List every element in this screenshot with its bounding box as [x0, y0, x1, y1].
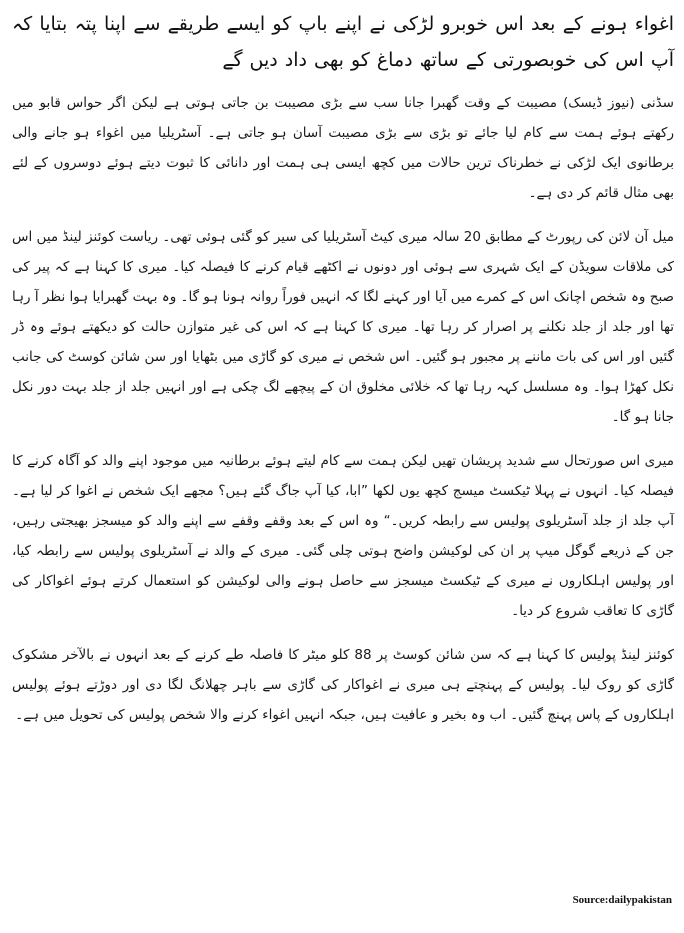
article-paragraph-meeting: میل آن لائن کی رپورٹ کے مطابق 20 سالہ میری کیٹ آسٹریلیا کی سیر کو گئی ہوئی تھی۔ ریاست کوئنز لینڈ میں اس کی ملاقات سویڈن کے ایک شہری سے ہوئی اور دونوں نے اکٹھے قیام کرنے کا فیصلہ کیا۔ میری کا کہنا ہے کہ پیر کی صبح وہ شخص اچانک اس کے کمرے میں آیا اور کہنے لگا کہ انہیں فوراً روانہ ہونا ہو گا۔ وہ بہت گھبرایا ہوا نظر آ رہا تھا اور جلد از جلد نکلنے پر اصرار کر رہا تھا۔ میری کا کہنا ہے کہ اس کی غیر متوازن حالت کو دیکھتے ہوئے وہ ڈر گئیں اور اس کی بات ماننے پر مجبور ہو گئیں۔ اس شخص نے میری کو گاڑی میں بٹھایا اور سن شائن کوسٹ کی جانب نکل کھڑا ہوا۔ وہ مسلسل کہہ رہا تھا کہ خلائی مخلوق ان کے پیچھے لگ چکی ہے اور انہیں جلد از جلد بہت دور نکل جانا ہو گا۔: [12, 229, 674, 425]
article-headline: اغواء ہونے کے بعد اس خوبرو لڑکی نے اپنے باپ کو ایسے طریقے سے اپنا پتہ بتایا کہ آپ اس کی خوبصورتی کے ساتھ دماغ کو بھی داد دیں گے: [12, 13, 674, 71]
source-credit: Source:dailypakistan: [572, 894, 672, 906]
article-paragraph-messages: میری اس صورتحال سے شدید پریشان تھیں لیکن ہمت سے کام لیتے ہوئے برطانیہ میں موجود اپنے والد کو آگاہ کرنے کا فیصلہ کیا۔ انہوں نے پہلا ٹیکسٹ میسج کچھ یوں لکھا ”ابا، کیا آپ جاگ گئے ہیں؟ مجھے ایک شخص نے اغوا کر لیا ہے۔ آپ جلد از جلد آسٹریلوی پولیس سے رابطہ کریں۔“ وہ اس کے بعد وقفے وقفے سے اپنے والد کو میسجز بھیجتی رہیں، جن کے ذریعے گوگل میپ پر ان کی لوکیشن واضح ہوتی چلی گئی۔ میری کے والد نے آسٹریلوی پولیس سے رابطہ کیا، اور پولیس اہلکاروں نے میری کے ٹیکسٹ میسجز سے حاصل ہونے والی لوکیشن کو استعمال کرتے ہوئے اغواکار کی گاڑی کا تعاقب شروع کر دیا۔: [12, 453, 674, 619]
article-paragraph-rescue: کوئنز لینڈ پولیس کا کہنا ہے کہ سن شائن کوسٹ پر 88 کلو میٹر کا فاصلہ طے کرنے کے بعد انہوں نے بالآخر مشکوک گاڑی کو روک لیا۔ پولیس کے پہنچتے ہی میری نے اغواکار کی گاڑی سے باہر چھلانگ لگا دی اور دوڑتے ہوئے پولیس اہلکاروں کے پاس پہنچ گئیں۔ اب وہ بخیر و عافیت ہیں، جبکہ انہیں اغواء کرنے والا شخص پولیس کی تحویل میں ہے۔: [12, 647, 674, 723]
article-paragraph-intro: سڈنی (نیوز ڈیسک) مصیبت کے وقت گھبرا جانا سب سے بڑی مصیبت بن جاتی ہوتی ہے لیکن اگر حواس قابو میں رکھتے ہوئے ہمت سے کام لیا جائے تو بڑی سے بڑی مصیبت آسان ہو جاتی ہے۔ آسٹریلیا میں اغواء ہو جانے والی برطانوی ایک لڑکی نے خطرناک ترین حالات میں کچھ ایسی ہی ہمت اور دانائی کا ثبوت دیتے ہوئے دوسروں کے لئے بھی مثال قائم کر دی ہے۔: [12, 95, 674, 201]
